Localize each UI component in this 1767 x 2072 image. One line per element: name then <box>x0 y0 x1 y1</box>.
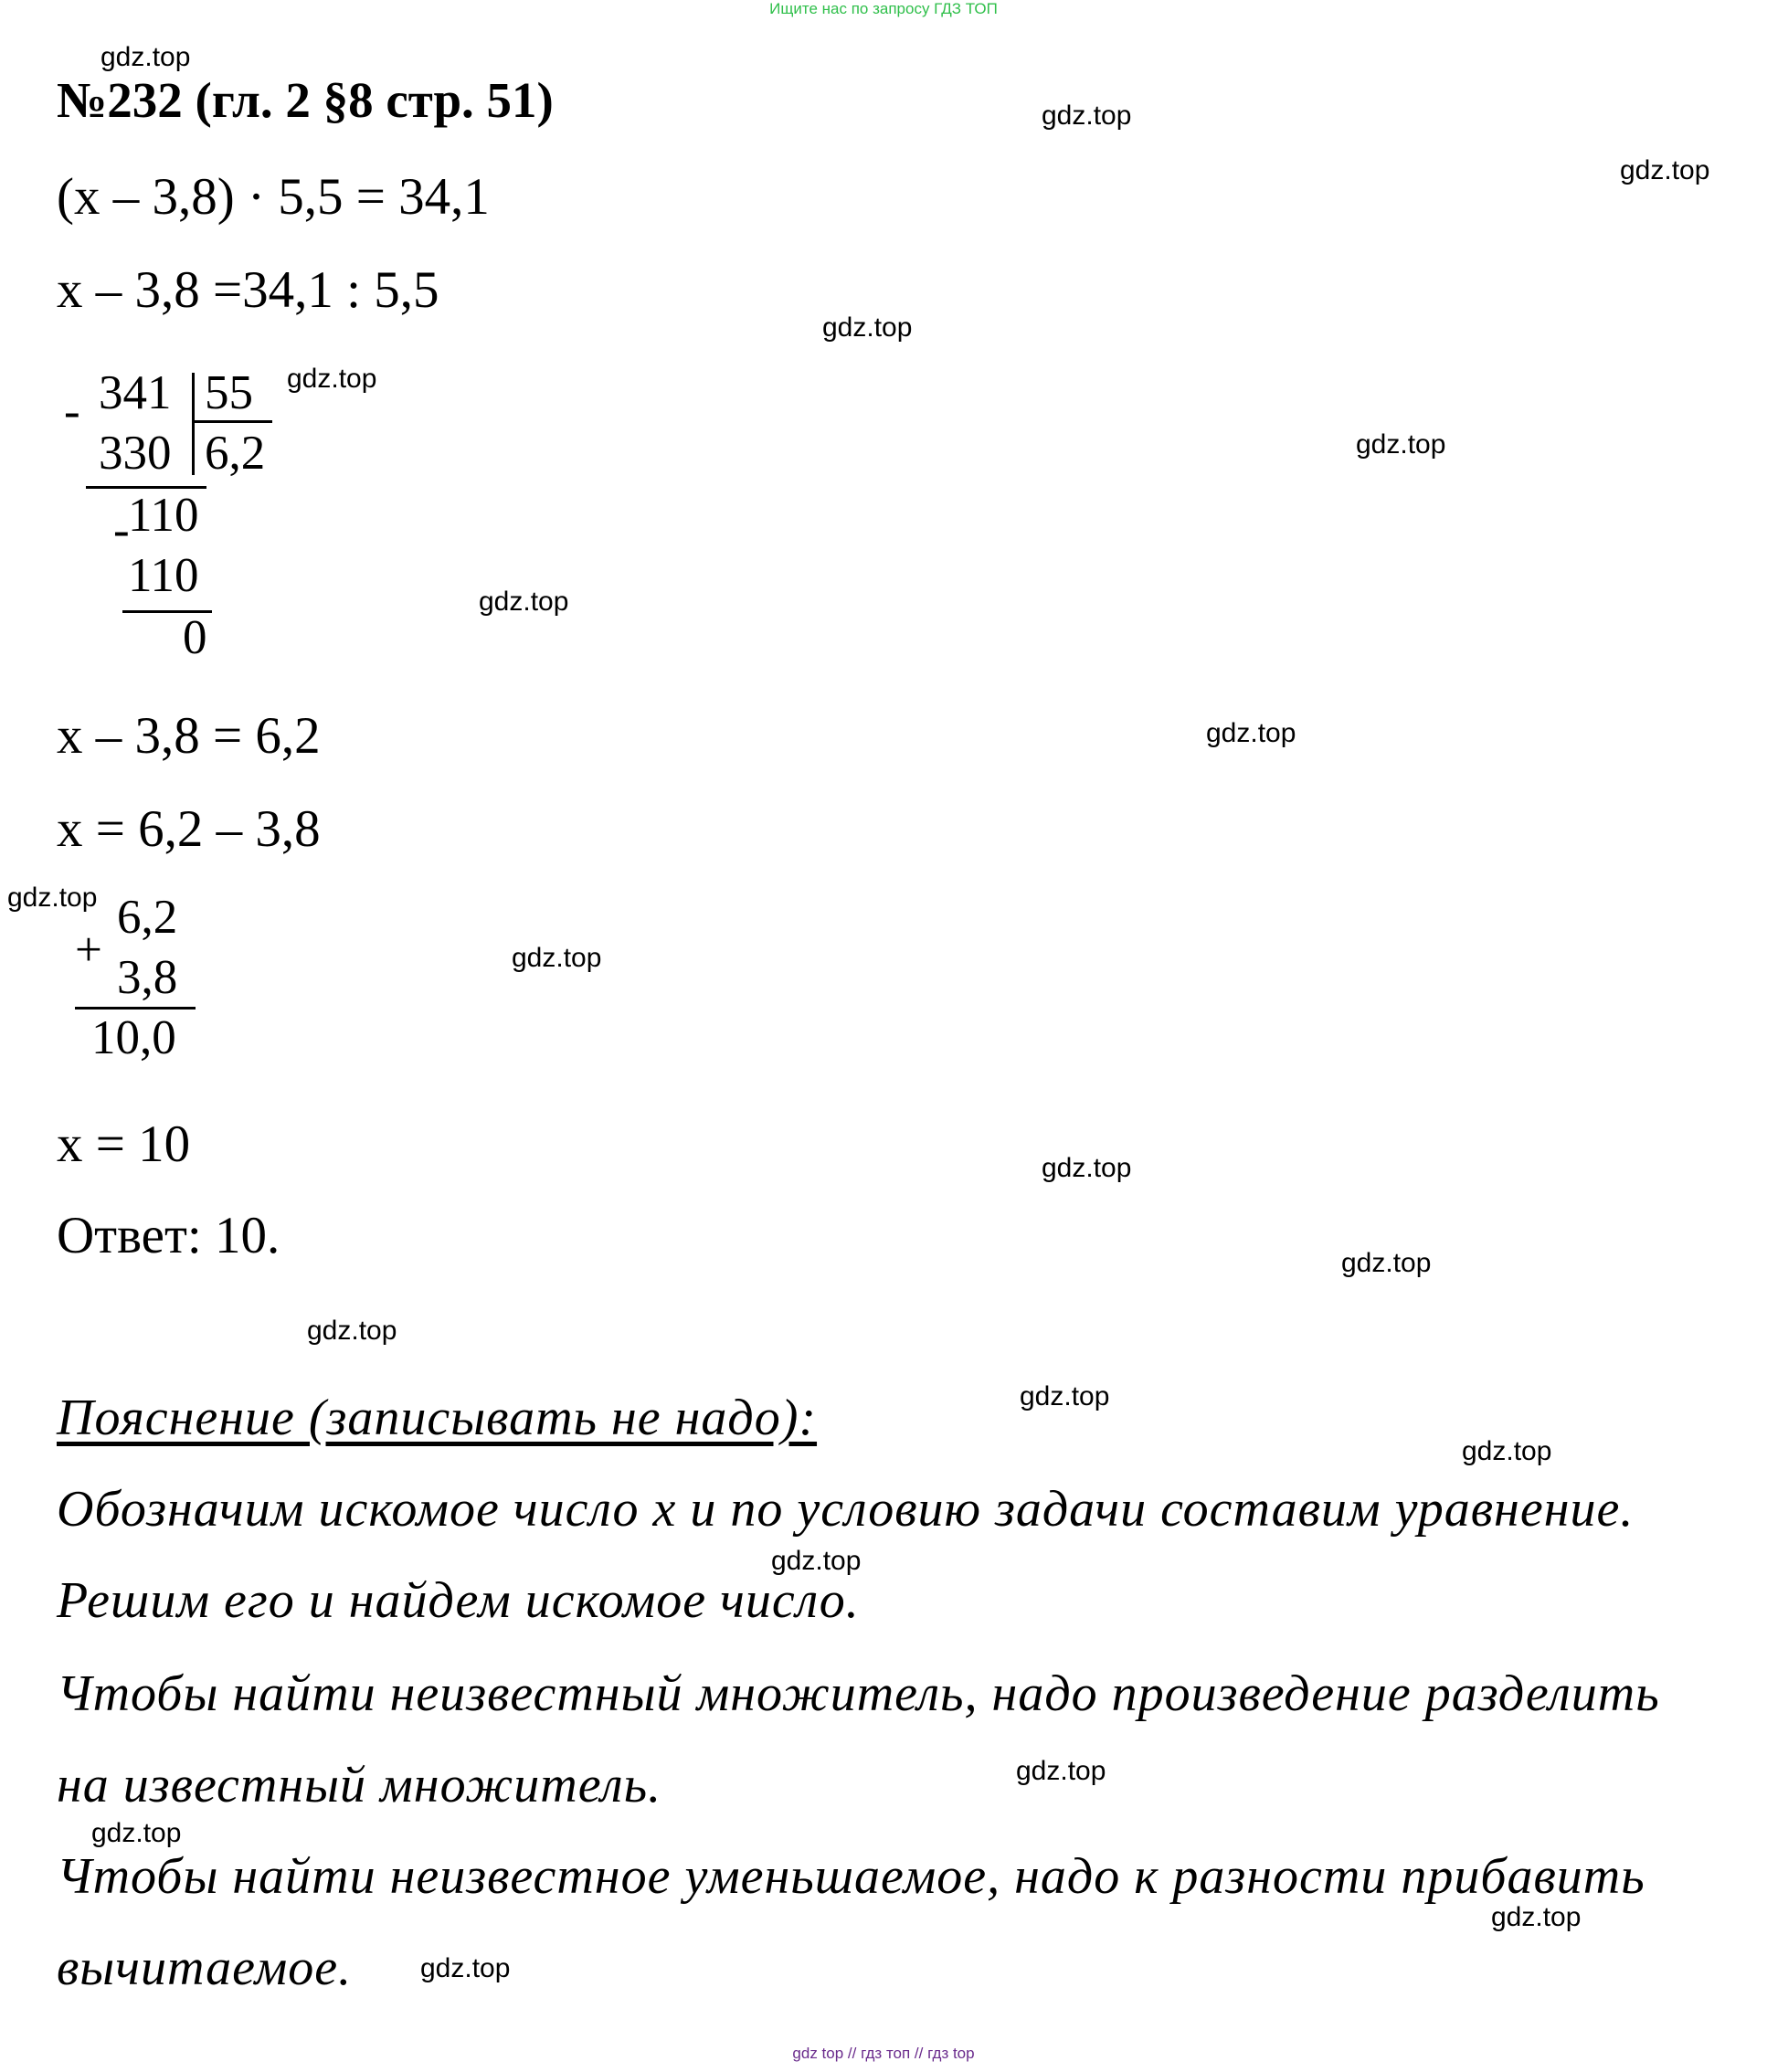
explanation-line-3: Чтобы найти неизвестный множитель, надо произведение разделить <box>57 1665 1660 1722</box>
division-remainder-2: 0 <box>183 611 207 664</box>
watermark: gdz.top <box>1491 1902 1582 1932</box>
division-remainder-1: 110 <box>128 489 199 542</box>
division-vertical-bar <box>192 373 195 475</box>
division-subtrahend-2: 110 <box>128 549 199 602</box>
footer-links[interactable]: gdz top // гдз топ // гдз top <box>792 2045 975 2062</box>
watermark: gdz.top <box>7 883 98 913</box>
addition-rule <box>75 1007 196 1010</box>
watermark: gdz.top <box>1016 1756 1106 1786</box>
equation-3: x – 3,8 = 6,2 <box>57 707 321 765</box>
watermark: gdz.top <box>1341 1248 1432 1278</box>
division-minus-1: - <box>64 385 80 438</box>
explanation-line-4: на известный множитель. <box>57 1757 662 1813</box>
explanation-line-1: Обозначим искомое число x и по условию задачи составим уравнение. <box>57 1481 1635 1538</box>
division-minus-2: - <box>113 503 130 556</box>
answer-line: Ответ: 10. <box>57 1207 280 1264</box>
page-title: №232 (гл. 2 §8 стр. 51) <box>57 72 554 128</box>
equation-4: x = 6,2 – 3,8 <box>57 800 321 858</box>
explanation-line-2: Решим его и найдем искомое число. <box>57 1572 860 1629</box>
watermark: gdz.top <box>822 312 913 343</box>
watermark: gdz.top <box>287 364 377 394</box>
explanation-heading: Пояснение (записывать не надо): <box>57 1390 818 1446</box>
division-subtrahend-1: 330 <box>99 427 172 480</box>
addition-plus: + <box>75 924 102 977</box>
division-divisor-underline <box>194 420 272 423</box>
watermark: gdz.top <box>91 1818 182 1848</box>
watermark: gdz.top <box>1356 429 1446 460</box>
watermark: gdz.top <box>1042 1153 1132 1183</box>
addition-addend-2: 3,8 <box>117 951 178 1004</box>
watermark: gdz.top <box>1020 1381 1110 1411</box>
division-quotient: 6,2 <box>205 427 266 480</box>
addition-sum: 10,0 <box>91 1011 176 1064</box>
watermark: gdz.top <box>420 1953 511 1983</box>
addition-addend-1: 6,2 <box>117 891 178 944</box>
explanation-line-6: вычитаемое. <box>57 1940 353 1996</box>
watermark: gdz.top <box>1462 1436 1552 1466</box>
top-banner[interactable]: Ищите нас по запросу ГДЗ ТОП <box>769 0 998 17</box>
watermark: gdz.top <box>1206 718 1296 748</box>
watermark: gdz.top <box>1620 155 1710 185</box>
equation-2: x – 3,8 =34,1 : 5,5 <box>57 261 439 319</box>
watermark: gdz.top <box>307 1316 397 1346</box>
division-dividend: 341 <box>99 366 172 419</box>
equation-5: x = 10 <box>57 1115 191 1173</box>
division-divisor: 55 <box>205 366 253 419</box>
equation-1: (x – 3,8) · 5,5 = 34,1 <box>57 168 490 226</box>
explanation-line-5: Чтобы найти неизвестное уменьшаемое, надо к разности прибавить <box>57 1848 1645 1905</box>
watermark: gdz.top <box>1042 100 1132 131</box>
watermark: gdz.top <box>479 587 569 617</box>
watermark: gdz.top <box>771 1546 862 1576</box>
watermark: gdz.top <box>512 943 602 973</box>
watermark: gdz.top <box>101 42 191 72</box>
